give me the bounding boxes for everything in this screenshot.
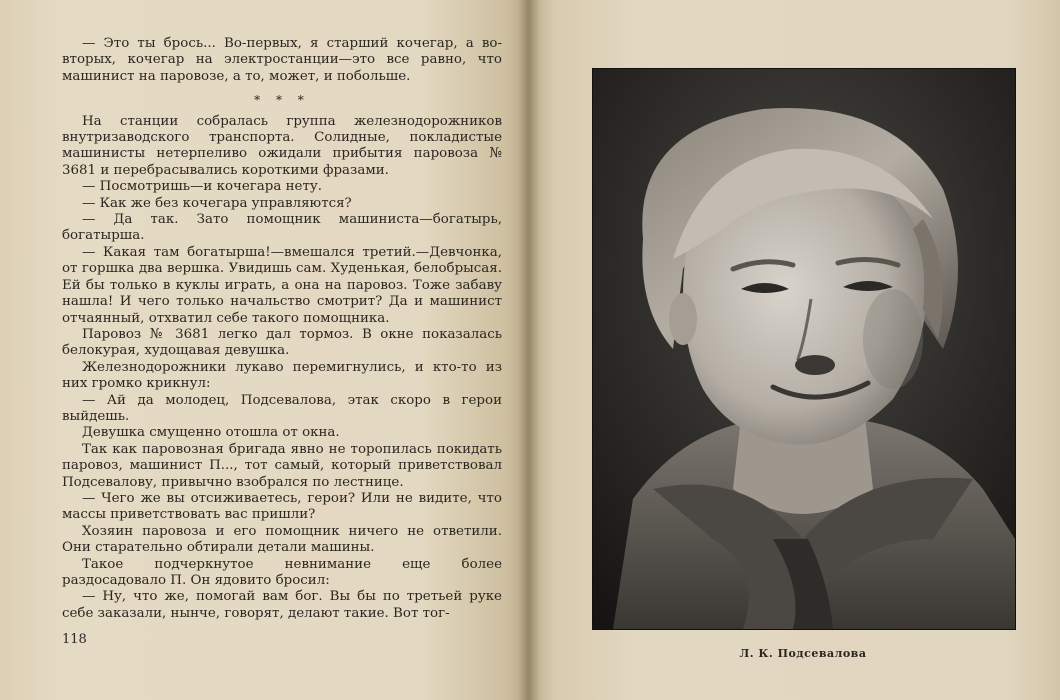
- paragraph: — Это ты брось... Во-первых, я старший кочегар, а во-вторых, кочегар на электростанции—это все равно, что машинист на паровозе, а то, может, и побольше.: [62, 36, 502, 84]
- paragraph: Девушка смущенно отошла от окна.: [82, 425, 340, 441]
- paragraph: — Ну, что же, помогай вам бог. Вы бы по третьей руке себе заказали, нынче, говорят, делают такие. Вот тог-: [62, 589, 502, 621]
- paragraph: Так как паровозная бригада явно не торопилась покидать паровоз, машинист П..., тот самый, который приветствовал Подсевалову, привычно взобрался по лестнице.: [62, 441, 502, 490]
- book-gutter: [518, 0, 540, 700]
- left-page: [0, 0, 528, 700]
- paragraph: На станции собралась группа железнодорожников внутризаводского транспорта. Солидные, покладистые машинисты нетерпеливо ожидали прибытия паровоза № 3681 и перебрасывались короткими фразами.: [62, 113, 502, 178]
- paragraph: — Как же без кочегара управляются?: [82, 195, 352, 211]
- paragraph: Такое подчеркнутое невнимание еще более раздосадовало П. Он ядовито бросил:: [62, 556, 502, 588]
- paragraph: — Чего же вы отсиживаетесь, герои? Или не видите, что массы приветствовать вас пришли?: [62, 490, 502, 523]
- paragraph: Паровоз № 3681 легко дал тормоз. В окне показалась белокурая, худощавая девушка.: [62, 326, 502, 359]
- photo-caption: Л. К. Подсевалова: [739, 647, 867, 660]
- paragraph: — Да так. Зато помощник машиниста—богатырь, богатырша.: [62, 212, 502, 244]
- page-number: 118: [62, 632, 87, 647]
- paragraph: — Посмотришь—и кочегара нету.: [82, 179, 322, 195]
- paragraph: Хозяин паровоза и его помощник ничего не ответили. Они старательно обтирали детали машины.: [62, 523, 502, 556]
- paragraph: Железнодорожники лукаво перемигнулись, и кто-то из них громко крикнул:: [62, 359, 502, 392]
- paragraph: — Какая там богатырша!—вмешался третий.—Девчонка, от горшка два вершка. Увидишь сам. Худенькая, белобрысая. Ей бы только в куклы играть, а она на паровоз. Тоже забаву нашла! И чего только начальство смотрит? Да и машинист отчаянный, отхватил себе такого помощника.: [62, 244, 502, 326]
- left-page-text: [62, 36, 502, 622]
- paragraph: — Ай да молодец, Подсевалова, этак скоро в герои выйдешь.: [62, 392, 502, 424]
- portrait-photo: [592, 68, 1016, 630]
- section-separator: * * *: [254, 93, 310, 108]
